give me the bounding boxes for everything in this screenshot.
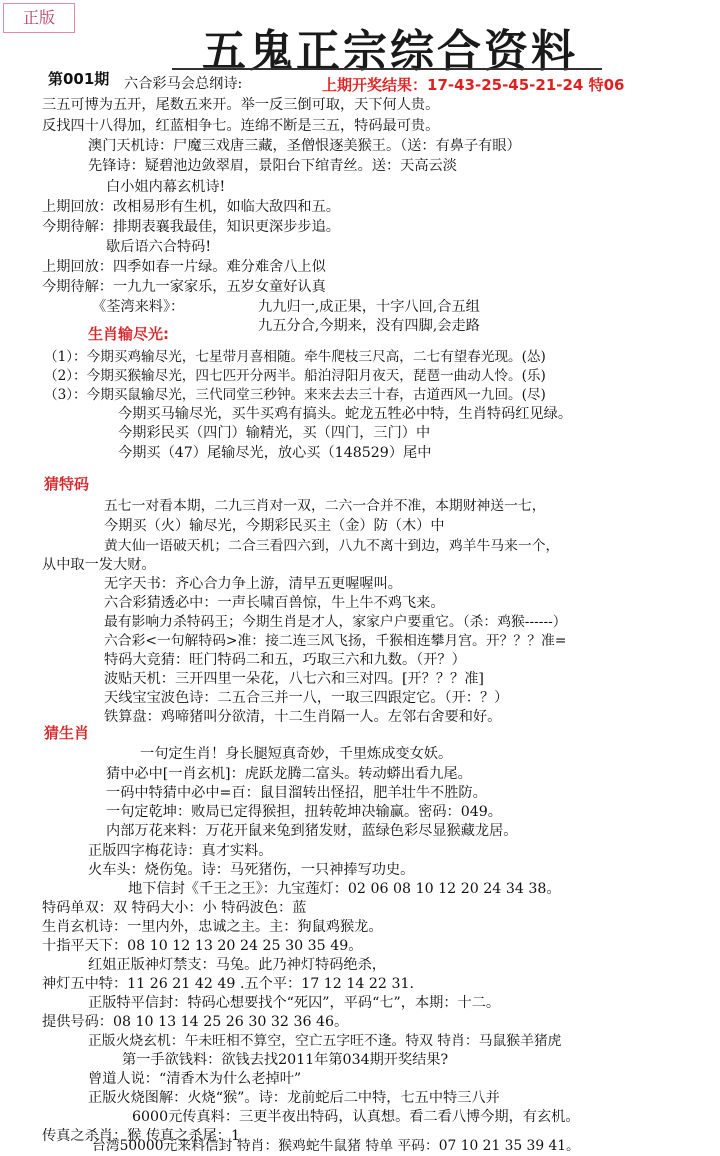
text-line: 正版特平信封：特码心想要找个“死囚”，平码“七”，本期：十二。 — [88, 995, 501, 1011]
genuine-edition-badge: 正版 — [3, 3, 75, 33]
last-draw-result: 上期开奖结果：17-43-25-45-21-24 特06 — [322, 76, 625, 94]
text-line: 六合彩猜透必中：一声长啸百兽惊，牛上牛不鸡飞来。 — [104, 595, 445, 611]
text-line: 红姐正版神灯禁支：马兔。此乃神灯特码绝杀， — [88, 957, 386, 973]
text-line: （3）：今期买鼠输尽光，三代同堂三秒钟。来来去去三十春，古道西风一九回。(尽) — [44, 387, 546, 403]
text-line: 今期买（47）尾输尽光，放心买（148529）尾中 — [118, 445, 432, 461]
text-line: 九五分合,今期来，没有四脚,会走路 — [258, 318, 480, 334]
text-line: 提供号码：08 10 13 14 25 26 30 32 36 46。 — [42, 1014, 349, 1030]
text-line: 十指平天下：08 10 12 13 20 24 25 30 35 49。 — [42, 938, 363, 954]
text-line: 从中取一发大财。 — [42, 557, 156, 573]
section-guess-special: 猜特码 — [44, 475, 90, 493]
text-line: 特码大竞猜：旺门特码二和五，巧取三六和九数。（开？） — [104, 652, 466, 668]
title-underline — [172, 68, 602, 70]
text-line: 台湾50000元来料信封 特肖：猴鸡蛇牛鼠猪 特单 平码：07 10 21 35 39 41。 — [92, 1138, 580, 1154]
text-line: 今期待解：一九九一家家乐，五岁女童好认真 — [42, 279, 326, 295]
text-line: 天线宝宝波色诗：二五合三并一八，一取三四跟定它。（开：？） — [104, 690, 509, 706]
text-line: 今期彩民买（四门）输精光，买（四门，三门）中 — [118, 425, 431, 441]
text-line: 火车头：烧伤兔。诗：马死猪伤，一只神捧写功史。 — [88, 862, 415, 878]
text-line: 正版火烧玄机：午未旺相不算空，空亡五字旺不逢。特双 特肖：马鼠猴羊猪虎 — [88, 1033, 562, 1049]
text-line: 今期待解：排期表襄我最佳，知识更深步步追。 — [42, 219, 340, 235]
text-line: 五七一对看本期，二九三肖对一双，二六一合并不准，本期财神送一七， — [104, 498, 546, 514]
text-line: 三五可博为五开，尾数五来开。举一反三倒可取，天下何人贵。 — [42, 97, 440, 113]
text-line: 今期买马输尽光，买牛买鸡有搞头。蛇龙五牲必中特，生肖特码红见绿。 — [118, 406, 573, 422]
text-line: （1）：今期买鸡输尽光，七星带月喜相随。牵牛爬枝三尺高，二七有望春光现。(怂) — [44, 349, 546, 365]
page-title: 五鬼正宗综合资料 — [202, 26, 578, 77]
text-line: 上期回放：四季如春一片绿。难分难舍八上似 — [42, 259, 326, 275]
text-line: 生肖玄机诗：一里内外，忠诚之主。主：狗鼠鸡猴龙。 — [42, 919, 383, 935]
text-line: 一句定乾坤：败局已定得猴担，扭转乾坤决输赢。密码：049。 — [106, 804, 502, 820]
text-line: 澳门天机诗：尸魔三戏唐三藏，圣僧恨逐美猴王。（送：有鼻子有眼） — [88, 138, 521, 154]
text-line: 歇后语六合特码! — [106, 239, 212, 255]
text-line: 六合彩<一句解特码>准：接二连三风飞扬，千猴相连攀月宫。开？？？准= — [104, 633, 567, 649]
text-line: 内部万花来料：万花开鼠来兔到猪发财，蓝绿色彩尽显猴藏龙居。 — [106, 823, 518, 839]
text-line: 正版火烧图解：火烧“猴”。诗：龙前蛇后二中特，七五中特三八并 — [88, 1090, 500, 1106]
text-line: 铁算盘：鸡啼猪叫分欲清，十二生肖隔一人。左邻右舍要和好。 — [104, 709, 502, 725]
text-line: 先锋诗：疑碧池边敛翠眉，景阳台下绾青丝。送：天高云淡 — [88, 158, 457, 174]
text-line: 一句定生肖！身长腿短真奇妙，千里炼成变女妖。 — [140, 746, 453, 762]
text-line: 《荃湾来料》： — [92, 299, 185, 315]
text-line: 上期回放：改相易形有生机，如临大敌四和五。 — [42, 199, 340, 215]
text-line: 地下信封《千王之王》：九宝莲灯：02 06 08 10 12 20 24 34 38。 — [128, 881, 561, 897]
text-line: 无字天书：齐心合力争上游，清早五更喔喔叫。 — [104, 576, 402, 592]
issue-number: 第001期 — [48, 70, 110, 88]
text-line: 6000元传真料：三更半夜出特码，认真想。看二看八博今期，有玄机。 — [132, 1109, 580, 1125]
text-line: 传真之杀肖：猴 传真之杀尾：1 — [42, 1128, 240, 1144]
text-line: 最有影响力杀特码王；今期生肖是才人，家家户户要重它。（杀：鸡猴------） — [104, 614, 567, 630]
text-line: 一码中特猜中必中=百：鼠目溜转出怪招，肥羊壮牛不胜防。 — [106, 785, 487, 801]
section-zodiac-lose: 生肖输尽光: — [88, 325, 169, 343]
text-line: 波贴天机：三开四里一朵花，八七六和三对四。[开？？？准] — [104, 671, 484, 687]
text-line: 六合彩马会总纲诗: — [124, 76, 243, 92]
text-line: 正版四字梅花诗：真才实料。 — [88, 843, 273, 859]
text-line: 第一手欲钱料：欲钱去找2011年第034期开奖结果? — [122, 1052, 449, 1068]
text-line: 神灯五中特：11 26 21 42 49 .五个平：17 12 14 22 31. — [42, 976, 415, 992]
text-line: 今期买（火）输尽光，今期彩民买主（金）防（木）中 — [104, 518, 445, 534]
text-line: （2）：今期买猴输尽光，四七匹开分两半。船泊浔阳月夜天，琵琶一曲动人怜。(乐) — [44, 368, 546, 384]
text-line: 特码单双：双 特码大小：小 特码波色：蓝 — [42, 900, 307, 916]
text-line: 九九归一,成正果，十字八回,合五组 — [258, 299, 480, 315]
text-line: 黄大仙一语破天机；二合三看四六到，八九不离十到边，鸡羊牛马来一个， — [104, 538, 560, 554]
text-line: 反找四十八得加，红蓝相争七。连绵不断是三五，特码最可贵。 — [42, 118, 440, 134]
text-line: 曾道人说：“清香木为什么老掉叶” — [88, 1071, 302, 1087]
text-line: 猜中必中[一肖玄机]：虎跃龙腾二富头。转动蟒出看九尾。 — [106, 766, 472, 782]
section-guess-zodiac: 猜生肖 — [44, 724, 90, 742]
text-line: 白小姐内幕玄机诗! — [106, 179, 226, 195]
